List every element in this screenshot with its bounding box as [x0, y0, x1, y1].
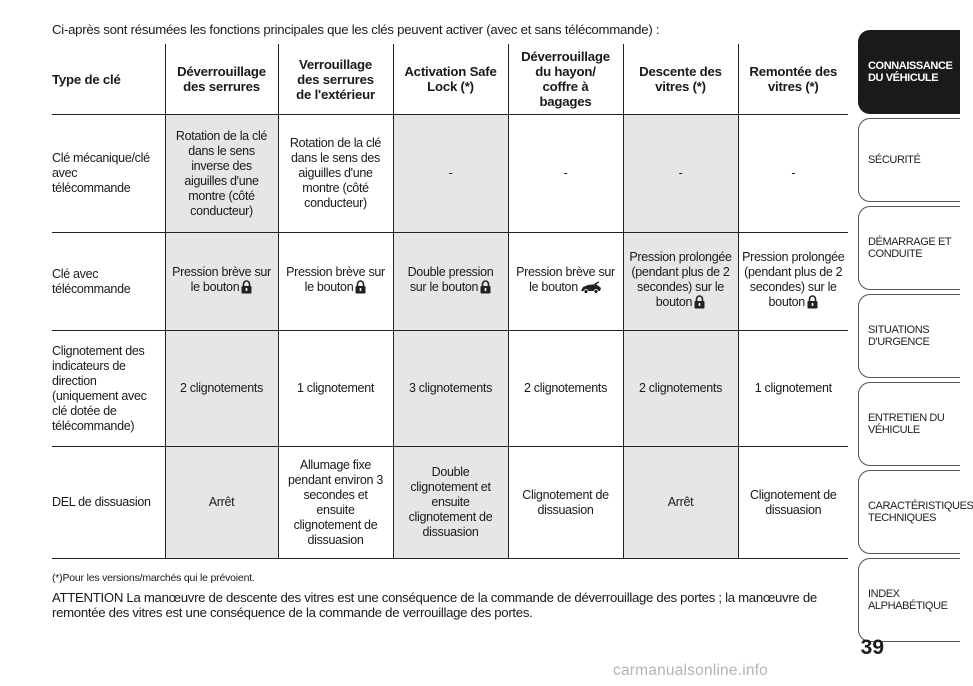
table-cell: Rotation de la clé dans le sens inverse des aiguilles d'une montre (côté conducteur) — [165, 115, 278, 233]
page-number: 39 — [860, 636, 884, 659]
table-cell: 2 clignotements — [623, 331, 738, 447]
tab-label: DÉMARRAGE ET CONDUITE — [868, 236, 952, 260]
table-cell: 2 clignotements — [165, 331, 278, 447]
table-cell: Clignotement de dissuasion — [738, 447, 848, 559]
intro-text: Ci-après sont résumées les fonctions principales que les clés peuvent activer (avec et sans télécommande) : — [52, 22, 660, 37]
footnote: (*)Pour les versions/marchés qui le prévoient. — [52, 572, 255, 584]
row-key-type: Clé mécanique/clé avec télécommande — [52, 151, 150, 195]
lock-icon — [694, 295, 705, 313]
table-cell: Clignotement de dissuasion — [508, 447, 623, 559]
header-safe-lock: Activation Safe Lock (*) — [393, 44, 508, 115]
row-key-type: Clignotement des indicateurs de direction (uniquement avec clé dotée de télécommande) — [52, 343, 147, 433]
key-functions-table — [52, 44, 848, 559]
car-trunk-icon — [580, 282, 602, 298]
table-cell: Double pression sur le bouton — [393, 233, 508, 331]
lock-icon — [480, 280, 491, 298]
table-cell: 1 clignotement — [738, 331, 848, 447]
table-cell: Arrêt — [165, 447, 278, 559]
header-lock: Verrouillage des serrures de l'extérieur — [278, 44, 393, 115]
row-key-type: Clé avec télécommande — [52, 266, 131, 296]
table-cell: Rotation de la clé dans le sens des aiguilles d'une montre (côté conducteur) — [278, 115, 393, 233]
tab-label: INDEX ALPHABÉTIQUE — [868, 588, 948, 612]
tab-chapter[interactable] — [858, 206, 960, 290]
attention-note: ATTENTION La manœuvre de descente des vitres est une conséquence de la commande de déverrouillage des portes ; la manœuvre de remontée des vitres est une conséquence de la commande de verrouillage des portes. — [52, 590, 817, 620]
table-row — [52, 447, 848, 559]
watermark: carmanualsonline.info — [613, 662, 768, 679]
lock-icon — [241, 280, 252, 298]
tab-label: SITUATIONS D'URGENCE — [868, 324, 930, 348]
header-windows-up: Remontée des vitres (*) — [738, 44, 848, 115]
tab-chapter[interactable] — [858, 558, 960, 642]
table-cell: Arrêt — [623, 447, 738, 559]
table-cell: 1 clignotement — [278, 331, 393, 447]
header-tailgate: Déverrouillage du hayon/ coffre à bagages — [508, 44, 623, 115]
table-row — [52, 233, 848, 331]
row-key-type: DEL de dissuasion — [52, 495, 151, 509]
chapter-tabs — [858, 30, 973, 646]
tab-label: CONNAISSANCE DU VÉHICULE — [868, 60, 953, 84]
table-cell: - — [623, 115, 738, 233]
lock-icon — [807, 295, 818, 313]
table-cell: Pression prolongée (pendant plus de 2 secondes) sur le bouton — [623, 233, 738, 331]
table-cell: - — [508, 115, 623, 233]
tab-label: CARACTÉRISTIQUES TECHNIQUES — [868, 500, 973, 524]
tab-label: SÉCURITÉ — [868, 154, 921, 166]
table-cell: Pression brève sur le bouton — [165, 233, 278, 331]
table-cell: Pression prolongée (pendant plus de 2 secondes) sur le bouton — [738, 233, 848, 331]
tab-label: ENTRETIEN DU VÉHICULE — [868, 412, 945, 436]
header-windows-down: Descente des vitres (*) — [623, 44, 738, 115]
table-cell: - — [738, 115, 848, 233]
tab-chapter[interactable] — [858, 382, 960, 466]
tab-chapter[interactable] — [858, 118, 960, 202]
table-row — [52, 331, 848, 447]
tab-chapter[interactable] — [858, 470, 973, 554]
header-key-type: Type de clé — [52, 44, 165, 115]
table-cell: Pression brève sur le bouton — [278, 233, 393, 331]
table-cell: - — [393, 115, 508, 233]
tab-chapter[interactable] — [858, 294, 960, 378]
table-cell: 3 clignotements — [393, 331, 508, 447]
table-header-row — [52, 44, 848, 115]
table-cell: Allumage fixe pendant environ 3 secondes et ensuite clignotement de dissuasion — [278, 447, 393, 559]
table-cell: 2 clignotements — [508, 331, 623, 447]
lock-icon — [355, 280, 366, 298]
table-row — [52, 115, 848, 233]
table-cell: Pression brève sur le bouton — [508, 233, 623, 331]
table-cell: Double clignotement et ensuite clignotement de dissuasion — [393, 447, 508, 559]
tab-chapter[interactable] — [858, 30, 960, 114]
header-unlock: Déverrouillage des serrures — [165, 44, 278, 115]
